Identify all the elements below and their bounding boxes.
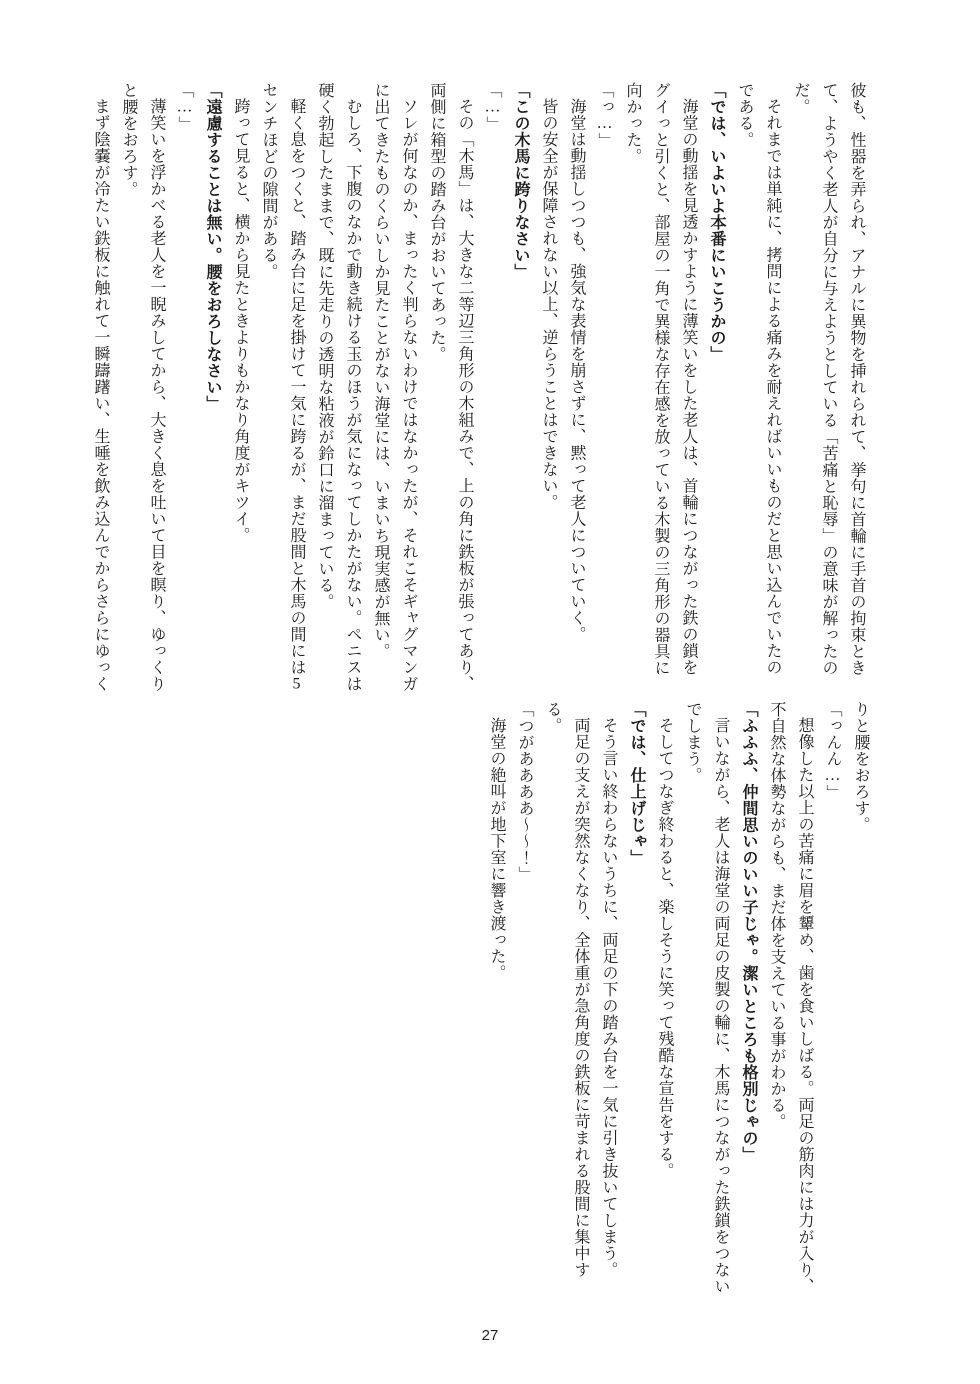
- dialogue-line: 「では、仕上げじゃ」: [628, 701, 645, 866]
- page-number: 27: [481, 1327, 499, 1344]
- text-line: 薄笑いを浮かべる老人を一睨みしてから、大きく息を吐いて目を瞑り、ゆっくり: [148, 98, 165, 692]
- text-block-top: [86, 82, 870, 702]
- text-line: 「つがああああ〜〜！」: [516, 701, 533, 883]
- text-line: 「っ…」: [596, 82, 613, 149]
- text-line: でしまう。: [684, 701, 701, 784]
- text-line: 不自然な体勢ながらも、まだ体を支えている事がわかる。: [768, 701, 785, 1130]
- text-line: 彼も、性器を弄られ、アナルに異物を挿れられて、挙句に首輪に手首の拘束とき: [848, 82, 865, 676]
- text-block-bottom: [482, 701, 874, 1301]
- text-line: に出てきたものくらいしか見たことがない海堂には、いまいち現実感が無い。: [372, 82, 389, 660]
- text-line: その「木馬」は、大きな二等辺三角形の木組みで、上の角に鉄板が張ってあり、: [456, 98, 473, 692]
- text-line: 両足の支えが突然なくなり、全体重が急角度の鉄板に苛まれる股間に集中す: [572, 717, 589, 1278]
- text-line: そう言い終わらないうちに、両足の下の踏み台を一気に引き抜いてしまう。: [600, 717, 617, 1278]
- text-line: まず陰嚢が冷たい鉄板に触れて一瞬躊躇い、生唾を飲み込んでからさらにゆっく: [92, 98, 109, 692]
- text-line: である。: [736, 82, 753, 148]
- text-line: る。: [544, 701, 561, 734]
- text-line: むしろ、下腹のなかで動き続ける玉のほうが気になってしかたがない。ペニスは: [344, 98, 361, 692]
- text-line: センチほどの隙間がある。: [260, 82, 277, 280]
- text-line: それまでは単純に、拷問による痛みを耐えればいいものだと思い込んでいたの: [764, 98, 781, 676]
- text-line: 両側に箱型の踏み台がおいてあった。: [428, 82, 445, 363]
- text-line: 「…」: [176, 82, 193, 133]
- dialogue-line: 「では、いよいよ本番にいこうかの」: [708, 82, 725, 363]
- text-line: 想像した以上の苦痛に眉を顰め、歯を食いしばる。両足の筋肉には力が入り、: [796, 717, 813, 1295]
- text-line: グイっと引くと、部屋の一角で異様な存在感を放っている木製の三角形の器具に: [652, 82, 669, 676]
- text-line: 海堂の動揺を見透かすように薄笑いをした老人は、首輪につながった鉄の鎖を: [680, 98, 697, 676]
- dialogue-line: 「この木馬に跨りなさい」: [512, 82, 529, 280]
- text-line: 皆の安全が保障されない以上、逆らうことはできない。: [540, 98, 557, 511]
- text-line: と腰をおろす。: [120, 82, 137, 198]
- text-line: 「っんん…」: [824, 701, 841, 801]
- text-line: 軽く息をつくと、踏み台に足を掛けて一気に跨るが、まだ股間と木馬の間には5: [288, 98, 305, 693]
- text-line: だ。: [792, 82, 809, 115]
- text-line: 「…」: [484, 82, 501, 133]
- dialogue-line: 「ふふふ、仲間思いのいい子じゃ。潔いところも格別じゃの」: [740, 701, 757, 1163]
- text-line: 硬く勃起したままで、既に先走りの透明な粘液が鈴口に溜まっている。: [316, 82, 333, 610]
- text-line: 言いながら、老人は海堂の両足の皮製の輪に、木馬につながった鉄鎖をつない: [712, 717, 729, 1295]
- text-line: 向かった。: [624, 82, 641, 165]
- text-line: 海堂は動揺しつつも、強気な表情を崩さずに、黙って老人についていく。: [568, 98, 585, 643]
- text-line: て、ようやく老人が自分に与えようとしている「苦痛と恥辱」の意味が解ったの: [820, 82, 837, 676]
- dialogue-line: 「遠慮することは無い。腰をおろしなさい」: [204, 82, 221, 412]
- text-line: りと腰をおろす。: [852, 701, 869, 833]
- text-line: 跨って見ると、横から見たときよりもかなり角度がキツイ。: [232, 98, 249, 544]
- text-line: ソレが何なのか、まったく判らないわけではなかったが、それこそギャグマンガ: [400, 98, 417, 692]
- text-line: 海堂の絶叫が地下室に響き渡った。: [488, 717, 505, 981]
- page-footer: [0, 1327, 980, 1344]
- text-line: そしてつなぎ終わると、楽しそうに笑って残酷な宣告をする。: [656, 717, 673, 1179]
